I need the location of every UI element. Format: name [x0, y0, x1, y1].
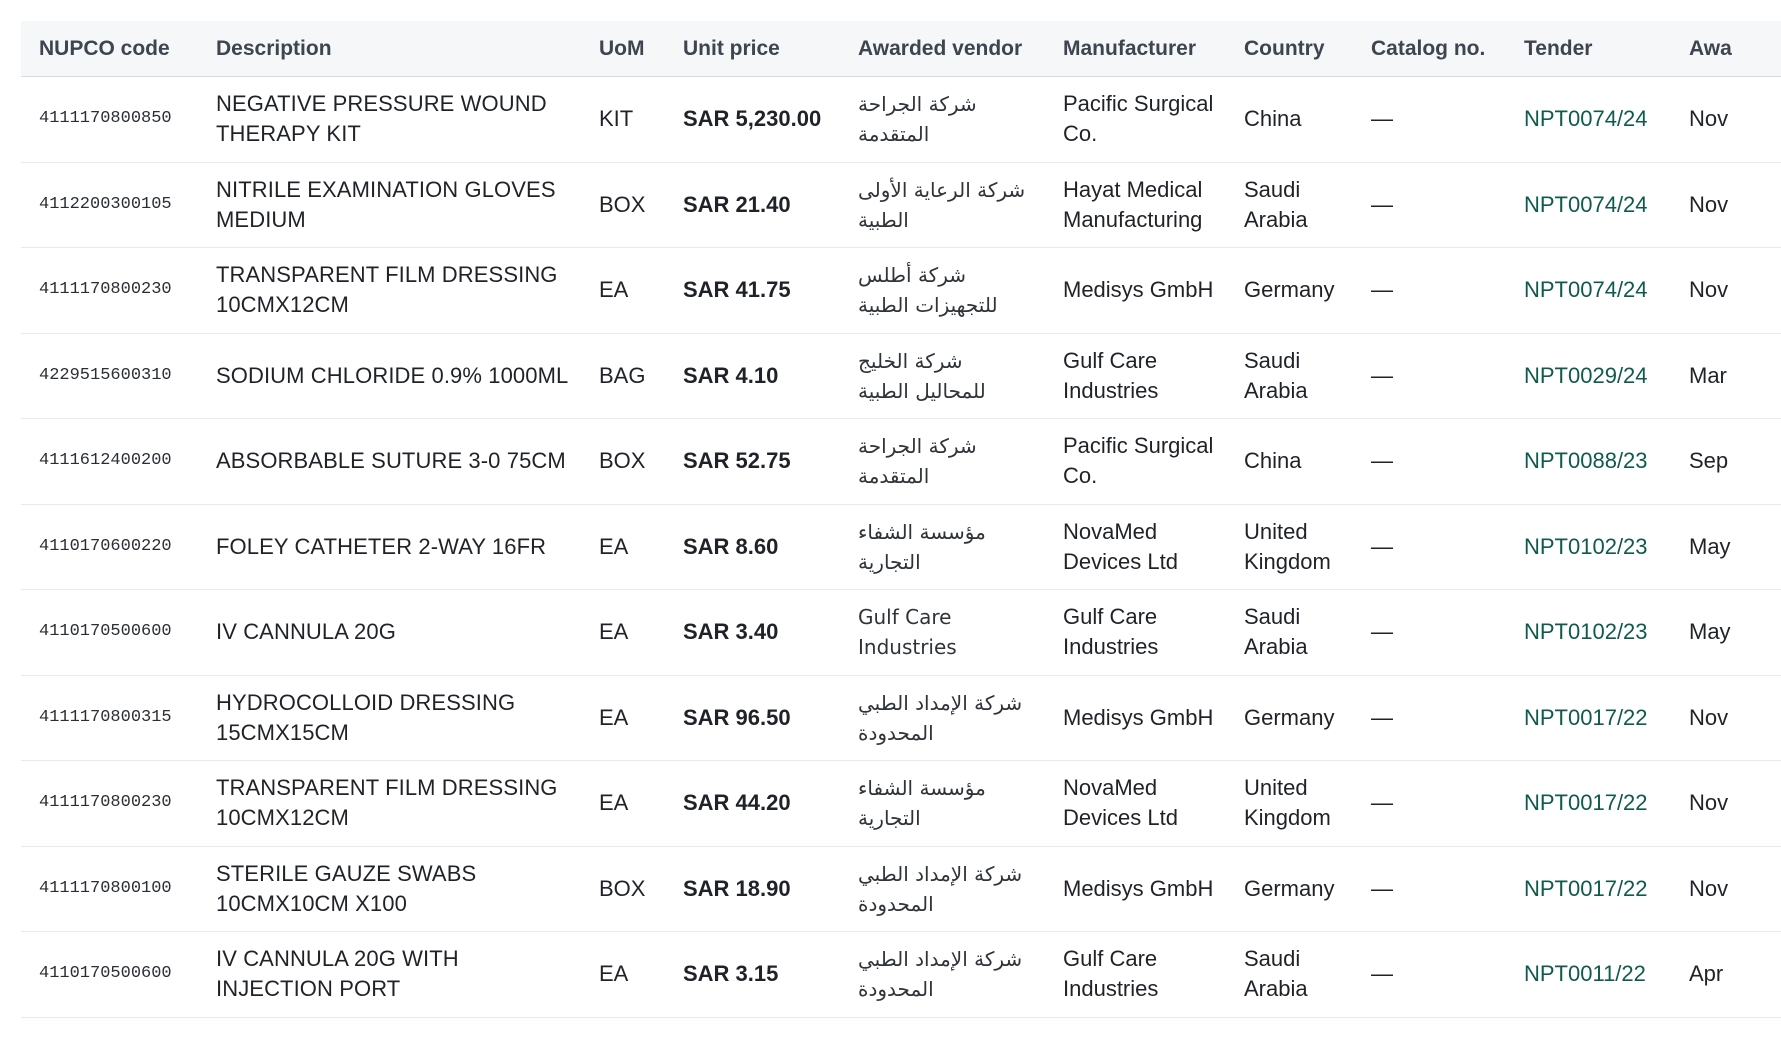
manufacturer-cell: Gulf Care Industries	[1063, 946, 1159, 1002]
nupco-code-cell: 4111612400200	[39, 451, 172, 471]
manufacturer-cell: Medisys GmbH	[1063, 277, 1214, 303]
tender-link[interactable]: NPT0017/22	[1524, 875, 1648, 901]
award-date-cell	[1671, 590, 1781, 676]
manufacturer-cell	[1045, 675, 1226, 761]
header-tender[interactable]	[1506, 21, 1671, 77]
unit-price-cell: SAR 5,230.00	[683, 106, 822, 132]
header-award-date[interactable]	[1671, 21, 1781, 77]
tender-link[interactable]: NPT0017/22	[1524, 790, 1648, 816]
country-cell: Germany	[1244, 277, 1335, 303]
award-date-cell	[1671, 761, 1781, 847]
awarded-vendor-cell: شركة الإمداد الطبي المحدودة	[858, 690, 1023, 745]
manufacturer-cell: Pacific Surgical Co.	[1063, 91, 1214, 147]
uom-cell	[581, 162, 665, 248]
unit-price-cell	[665, 846, 840, 932]
award-date-cell	[1671, 932, 1781, 1018]
country-cell: United Kingdom	[1244, 775, 1331, 831]
description-cell: NEGATIVE PRESSURE WOUND THERAPY KIT	[216, 91, 547, 147]
tender-link[interactable]: NPT0074/24	[1524, 277, 1648, 303]
table-row[interactable]	[21, 162, 1781, 248]
awarded-vendor-cell: شركة الإمداد الطبي المحدودة	[858, 947, 1023, 1002]
description-cell	[198, 248, 581, 334]
award-date-cell	[1671, 162, 1781, 248]
description-cell	[198, 675, 581, 761]
tender-cell[interactable]	[1506, 761, 1671, 847]
description-cell	[198, 162, 581, 248]
header-award-date-label: Awa	[1689, 36, 1732, 60]
manufacturer-cell: Medisys GmbH	[1063, 704, 1214, 730]
unit-price-cell	[665, 932, 840, 1018]
table-row[interactable]	[21, 504, 1781, 590]
country-cell: Saudi Arabia	[1244, 347, 1308, 403]
nupco-code-cell	[21, 248, 198, 334]
awarded-vendor-cell	[840, 77, 1045, 163]
uom-cell	[581, 761, 665, 847]
unit-price-cell: SAR 96.50	[683, 704, 791, 730]
nupco-code-cell: 4110170500600	[39, 622, 172, 642]
header-uom[interactable]	[581, 21, 665, 77]
catalog-no-cell	[1353, 333, 1506, 419]
uom-cell	[581, 932, 665, 1018]
country-cell: Germany	[1244, 875, 1335, 901]
awarded-vendor-cell	[840, 761, 1045, 847]
description-cell	[198, 77, 581, 163]
nupco-code-cell: 4111170800100	[39, 878, 172, 898]
header-nupco-code[interactable]	[21, 21, 198, 77]
manufacturer-cell	[1045, 761, 1226, 847]
award-date-cell: Nov	[1689, 277, 1729, 303]
awarded-vendor-cell: شركة الرعاية الأولى الطبية	[858, 177, 1026, 232]
awarded-vendor-cell	[840, 675, 1045, 761]
uom-cell	[581, 248, 665, 334]
award-date-cell	[1671, 675, 1781, 761]
manufacturer-cell: Hayat Medical Manufacturing	[1063, 176, 1203, 232]
table-row[interactable]	[21, 675, 1781, 761]
uom-cell: KIT	[599, 106, 634, 132]
tender-link[interactable]: NPT0074/24	[1524, 106, 1648, 132]
awarded-vendor-cell	[840, 590, 1045, 676]
country-cell	[1226, 333, 1353, 419]
manufacturer-cell: Pacific Surgical Co.	[1063, 433, 1214, 489]
catalog-no-cell	[1353, 675, 1506, 761]
awards-table	[21, 21, 1781, 1018]
table-row[interactable]	[21, 419, 1781, 505]
award-date-cell: Nov	[1689, 704, 1729, 730]
awarded-vendor-cell: Gulf Care Industries	[858, 605, 957, 660]
manufacturer-cell	[1045, 504, 1226, 590]
unit-price-cell	[665, 162, 840, 248]
manufacturer-cell	[1045, 932, 1226, 1018]
award-date-cell	[1671, 77, 1781, 163]
manufacturer-cell	[1045, 248, 1226, 334]
table-header-row	[21, 21, 1781, 77]
description-cell: TRANSPARENT FILM DRESSING 10CMX12CM	[216, 775, 558, 831]
uom-cell: EA	[599, 533, 629, 559]
country-cell: Saudi Arabia	[1244, 176, 1308, 232]
uom-cell	[581, 590, 665, 676]
catalog-no-cell: —	[1371, 106, 1393, 132]
uom-cell	[581, 77, 665, 163]
catalog-no-cell	[1353, 590, 1506, 676]
table-row[interactable]	[21, 761, 1781, 847]
manufacturer-cell	[1045, 590, 1226, 676]
catalog-no-cell: —	[1371, 704, 1393, 730]
unit-price-cell	[665, 248, 840, 334]
award-date-cell: Apr	[1689, 961, 1724, 987]
header-manufacturer-label: Manufacturer	[1063, 36, 1197, 60]
description-cell: TRANSPARENT FILM DRESSING 10CMX12CM	[216, 262, 558, 318]
awarded-vendor-cell	[840, 333, 1045, 419]
country-cell	[1226, 932, 1353, 1018]
award-date-cell: Nov	[1689, 106, 1729, 132]
tender-link[interactable]: NPT0102/23	[1524, 619, 1648, 645]
awarded-vendor-cell: شركة الجراحة المتقدمة	[858, 92, 977, 147]
description-cell	[198, 761, 581, 847]
table-row[interactable]	[21, 932, 1781, 1018]
catalog-no-cell	[1353, 248, 1506, 334]
nupco-code-cell	[21, 846, 198, 932]
country-cell: China	[1244, 106, 1302, 132]
nupco-code-cell	[21, 675, 198, 761]
header-tender-label: Tender	[1524, 36, 1593, 60]
header-description[interactable]	[198, 21, 581, 77]
nupco-code-cell	[21, 590, 198, 676]
awarded-vendor-cell	[840, 162, 1045, 248]
nupco-code-cell	[21, 504, 198, 590]
unit-price-cell: SAR 8.60	[683, 533, 779, 559]
country-cell	[1226, 761, 1353, 847]
catalog-no-cell: —	[1371, 277, 1393, 303]
awarded-vendor-cell	[840, 504, 1045, 590]
country-cell	[1226, 162, 1353, 248]
award-date-cell: May	[1689, 619, 1731, 645]
uom-cell: EA	[599, 704, 629, 730]
manufacturer-cell	[1045, 162, 1226, 248]
catalog-no-cell: —	[1371, 875, 1393, 901]
nupco-code-cell: 4111170800850	[39, 109, 172, 129]
country-cell	[1226, 77, 1353, 163]
unit-price-cell: SAR 18.90	[683, 875, 791, 901]
awarded-vendor-cell	[840, 419, 1045, 505]
awarded-vendor-cell: شركة الخليج للمحاليل الطبية	[858, 348, 986, 403]
description-cell	[198, 932, 581, 1018]
description-cell	[198, 504, 581, 590]
header-unit-price[interactable]	[665, 21, 840, 77]
tender-cell[interactable]	[1506, 162, 1671, 248]
tender-link[interactable]: NPT0102/23	[1524, 533, 1648, 559]
nupco-code-cell: 4111170800230	[39, 280, 172, 300]
header-country-label: Country	[1244, 36, 1325, 60]
catalog-no-cell: —	[1371, 533, 1393, 559]
award-date-cell: Nov	[1689, 191, 1729, 217]
table-row[interactable]	[21, 248, 1781, 334]
tender-cell[interactable]	[1506, 675, 1671, 761]
tender-link[interactable]: NPT0074/24	[1524, 191, 1648, 217]
table-row[interactable]	[21, 77, 1781, 163]
catalog-no-cell	[1353, 77, 1506, 163]
catalog-no-cell: —	[1371, 362, 1393, 388]
nupco-code-cell	[21, 932, 198, 1018]
uom-cell	[581, 846, 665, 932]
awards-table-container	[21, 21, 1732, 1018]
tender-link[interactable]: NPT0088/23	[1524, 448, 1648, 474]
manufacturer-cell	[1045, 77, 1226, 163]
uom-cell: EA	[599, 961, 629, 987]
country-cell	[1226, 590, 1353, 676]
award-date-cell	[1671, 419, 1781, 505]
uom-cell	[581, 333, 665, 419]
unit-price-cell	[665, 77, 840, 163]
catalog-no-cell	[1353, 932, 1506, 1018]
unit-price-cell: SAR 21.40	[683, 191, 791, 217]
catalog-no-cell: —	[1371, 448, 1393, 474]
tender-cell[interactable]	[1506, 932, 1671, 1018]
description-cell: FOLEY CATHETER 2-WAY 16FR	[216, 533, 547, 559]
header-catalog-no[interactable]	[1353, 21, 1506, 77]
nupco-code-cell: 4110170600220	[39, 536, 172, 556]
nupco-code-cell: 4112200300105	[39, 194, 172, 214]
country-cell	[1226, 504, 1353, 590]
country-cell	[1226, 675, 1353, 761]
country-cell: United Kingdom	[1244, 518, 1331, 574]
country-cell: Saudi Arabia	[1244, 946, 1308, 1002]
unit-price-cell	[665, 333, 840, 419]
nupco-code-cell: 4110170500600	[39, 964, 172, 984]
nupco-code-cell	[21, 77, 198, 163]
tender-cell[interactable]	[1506, 248, 1671, 334]
description-cell	[198, 846, 581, 932]
tender-link[interactable]: NPT0017/22	[1524, 704, 1648, 730]
description-cell	[198, 419, 581, 505]
award-date-cell	[1671, 333, 1781, 419]
catalog-no-cell: —	[1371, 961, 1393, 987]
description-cell: IV CANNULA 20G WITH INJECTION PORT	[216, 946, 459, 1002]
award-date-cell	[1671, 504, 1781, 590]
table-row[interactable]	[21, 333, 1781, 419]
uom-cell	[581, 504, 665, 590]
header-description-label: Description	[216, 36, 332, 60]
description-cell: SODIUM CHLORIDE 0.9% 1000ML	[216, 362, 569, 388]
catalog-no-cell	[1353, 761, 1506, 847]
manufacturer-cell: Gulf Care Industries	[1063, 347, 1159, 403]
manufacturer-cell	[1045, 419, 1226, 505]
awarded-vendor-cell: شركة الإمداد الطبي المحدودة	[858, 861, 1023, 916]
header-unit-price-label: Unit price	[683, 36, 780, 60]
unit-price-cell	[665, 761, 840, 847]
header-awarded-vendor[interactable]	[840, 21, 1045, 77]
header-manufacturer[interactable]	[1045, 21, 1226, 77]
tender-cell[interactable]	[1506, 419, 1671, 505]
tender-cell[interactable]	[1506, 504, 1671, 590]
tender-cell[interactable]	[1506, 846, 1671, 932]
unit-price-cell: SAR 41.75	[683, 277, 791, 303]
header-catalog-no-label: Catalog no.	[1371, 36, 1486, 60]
nupco-code-cell	[21, 419, 198, 505]
unit-price-cell	[665, 675, 840, 761]
header-awarded-vendor-label: Awarded vendor	[858, 36, 1023, 60]
table-row[interactable]	[21, 590, 1781, 676]
tender-cell[interactable]	[1506, 77, 1671, 163]
tender-link[interactable]: NPT0011/22	[1524, 961, 1646, 987]
description-cell: HYDROCOLLOID DRESSING 15CMX15CM	[216, 689, 516, 745]
country-cell: Saudi Arabia	[1244, 604, 1308, 660]
award-date-cell: Mar	[1689, 362, 1727, 388]
awarded-vendor-cell: مؤسسة الشفاء التجارية	[858, 519, 986, 574]
uom-cell: BOX	[599, 448, 646, 474]
uom-cell	[581, 675, 665, 761]
unit-price-cell	[665, 590, 840, 676]
catalog-no-cell	[1353, 846, 1506, 932]
description-cell	[198, 333, 581, 419]
awarded-vendor-cell	[840, 846, 1045, 932]
uom-cell: BOX	[599, 191, 646, 217]
description-cell: STERILE GAUZE SWABS 10CMX10CM X100	[216, 860, 477, 916]
catalog-no-cell	[1353, 162, 1506, 248]
manufacturer-cell: Gulf Care Industries	[1063, 604, 1159, 660]
uom-cell: BAG	[599, 362, 646, 388]
uom-cell: EA	[599, 277, 629, 303]
awarded-vendor-cell: شركة أطلس للتجهيزات الطبية	[858, 263, 998, 318]
nupco-code-cell	[21, 333, 198, 419]
country-cell: Germany	[1244, 704, 1335, 730]
nupco-code-cell: 4229515600310	[39, 365, 172, 385]
award-date-cell: Sep	[1689, 448, 1729, 474]
uom-cell	[581, 419, 665, 505]
unit-price-cell: SAR 3.15	[683, 961, 779, 987]
catalog-no-cell: —	[1371, 790, 1393, 816]
uom-cell: EA	[599, 619, 629, 645]
header-uom-label: UoM	[599, 36, 645, 60]
unit-price-cell	[665, 504, 840, 590]
unit-price-cell: SAR 44.20	[683, 790, 791, 816]
unit-price-cell	[665, 419, 840, 505]
manufacturer-cell: Medisys GmbH	[1063, 875, 1214, 901]
description-cell	[198, 590, 581, 676]
unit-price-cell: SAR 3.40	[683, 619, 779, 645]
table-body	[21, 77, 1781, 1018]
manufacturer-cell	[1045, 846, 1226, 932]
manufacturer-cell	[1045, 333, 1226, 419]
manufacturer-cell: NovaMed Devices Ltd	[1063, 775, 1178, 831]
catalog-no-cell: —	[1371, 619, 1393, 645]
catalog-no-cell	[1353, 419, 1506, 505]
country-cell	[1226, 248, 1353, 334]
uom-cell: EA	[599, 790, 629, 816]
country-cell	[1226, 846, 1353, 932]
awarded-vendor-cell: مؤسسة الشفاء التجارية	[858, 776, 986, 831]
tender-cell[interactable]	[1506, 333, 1671, 419]
catalog-no-cell	[1353, 504, 1506, 590]
award-date-cell	[1671, 846, 1781, 932]
description-cell: IV CANNULA 20G	[216, 619, 396, 645]
uom-cell: BOX	[599, 875, 646, 901]
awarded-vendor-cell	[840, 248, 1045, 334]
award-date-cell: May	[1689, 533, 1731, 559]
tender-cell[interactable]	[1506, 590, 1671, 676]
country-cell: China	[1244, 448, 1302, 474]
tender-link[interactable]: NPT0029/24	[1524, 362, 1648, 388]
awarded-vendor-cell	[840, 932, 1045, 1018]
nupco-code-cell: 4111170800315	[39, 707, 172, 727]
award-date-cell: Nov	[1689, 790, 1729, 816]
award-date-cell: Nov	[1689, 875, 1729, 901]
awarded-vendor-cell: شركة الجراحة المتقدمة	[858, 434, 977, 489]
nupco-code-cell	[21, 761, 198, 847]
nupco-code-cell	[21, 162, 198, 248]
catalog-no-cell: —	[1371, 191, 1393, 217]
header-nupco-code-label: NUPCO code	[39, 36, 170, 60]
award-date-cell	[1671, 248, 1781, 334]
unit-price-cell: SAR 52.75	[683, 448, 791, 474]
description-cell: NITRILE EXAMINATION GLOVES MEDIUM	[216, 176, 556, 232]
nupco-code-cell: 4111170800230	[39, 793, 172, 813]
table-row[interactable]	[21, 846, 1781, 932]
country-cell	[1226, 419, 1353, 505]
header-country[interactable]	[1226, 21, 1353, 77]
unit-price-cell: SAR 4.10	[683, 362, 779, 388]
description-cell: ABSORBABLE SUTURE 3-0 75CM	[216, 448, 566, 474]
manufacturer-cell: NovaMed Devices Ltd	[1063, 518, 1178, 574]
